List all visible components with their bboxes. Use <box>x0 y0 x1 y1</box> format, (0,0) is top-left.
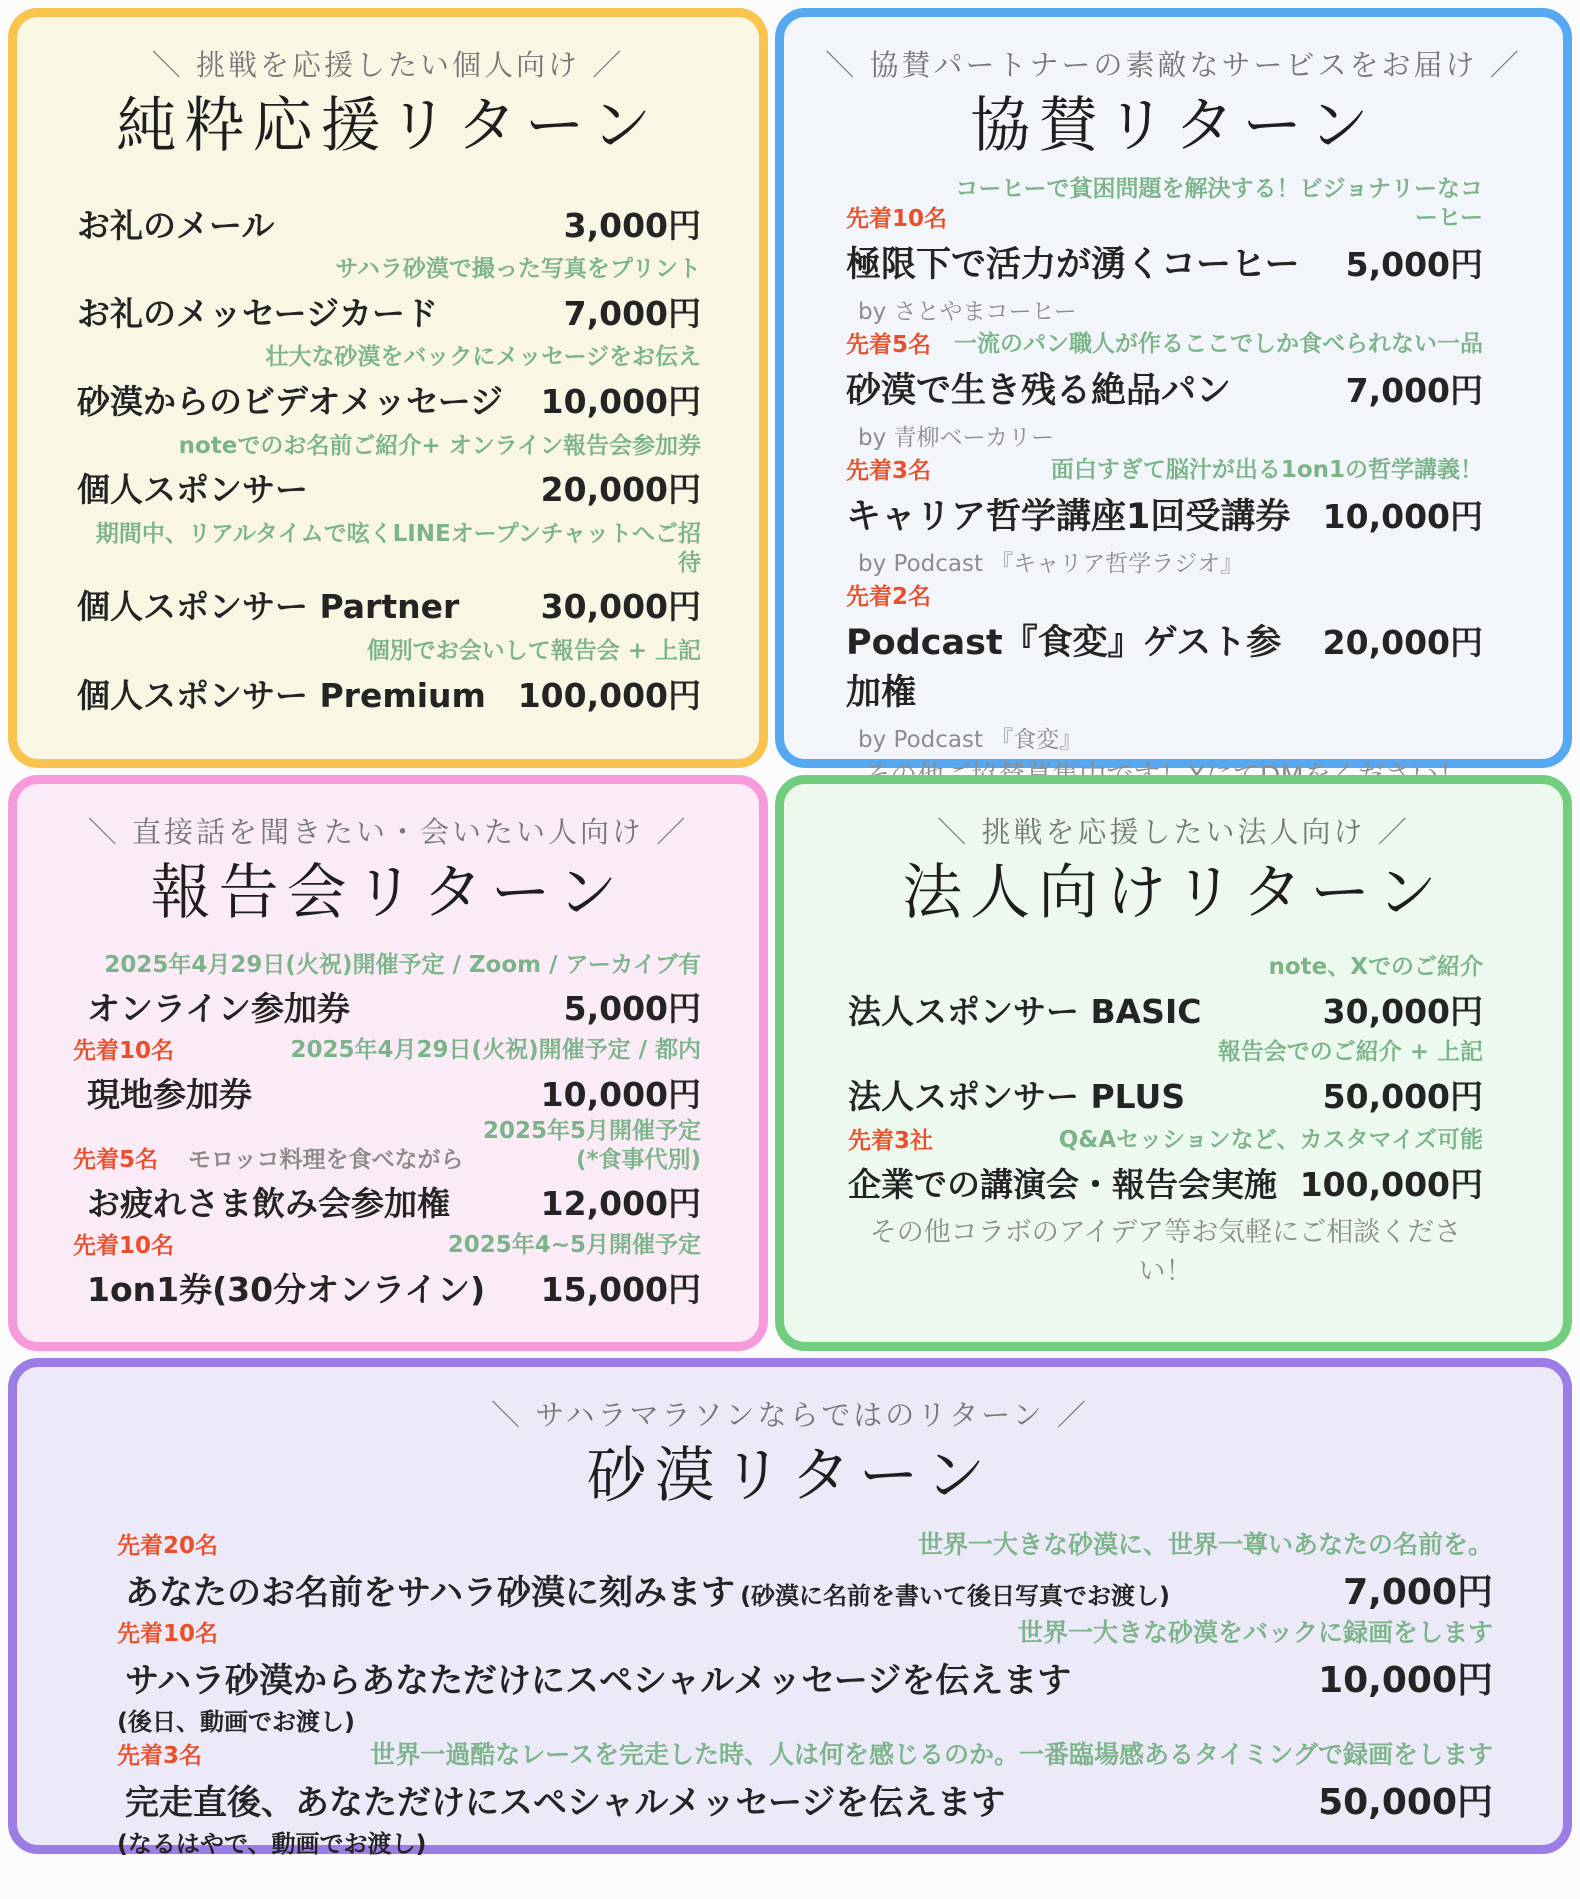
reward-list <box>784 161 1563 839</box>
panel-desert <box>8 1358 1572 1858</box>
reward-name: キャリア哲学講座1回受講券 <box>846 496 1291 537</box>
reward-row <box>77 343 701 423</box>
reward-name: サハラ砂漠からあなただけにスペシャルメッセージを伝えます <box>125 1661 1072 1701</box>
reward-note: 壮大な砂漠をバックにメッセージをお伝え <box>265 344 701 371</box>
reward-price: 5,000円 <box>563 989 701 1029</box>
reward-name: 極限下で活力が湧くコーヒー <box>846 244 1300 285</box>
panel-sponsor <box>775 8 1572 768</box>
reward-name: 1on1券(30分オンライン) <box>87 1269 486 1309</box>
reward-row <box>846 175 1483 326</box>
panel-title: 法人向けリターン <box>902 858 1445 928</box>
limit-badge: 先着5名 <box>846 331 932 358</box>
reward-sub-note: (砂漠に名前を書いて後日写真でお渡し) <box>740 1582 1170 1610</box>
reward-row <box>117 1737 1493 1859</box>
reward-name: 現地参加券 <box>87 1074 252 1114</box>
panel-title: 報告会リターン <box>150 858 626 928</box>
reward-row <box>77 520 701 629</box>
reward-row <box>73 949 701 1030</box>
reward-name: オンライン参加券 <box>87 989 351 1029</box>
reward-name: 個人スポンサー Premium <box>77 675 486 715</box>
reward-price: 7,000円 <box>1343 1572 1493 1613</box>
reward-note: 期間中、リアルタイムで呟くLINEオープンチャットへご招待 <box>95 520 701 576</box>
reward-name: Podcast『食変』ゲスト参加権 <box>846 622 1282 713</box>
reward-note: 面白すぎて脳汁が出る1on1の哲学講義！ <box>1050 456 1483 483</box>
reward-price: 15,000円 <box>540 1269 701 1309</box>
reward-row <box>846 452 1483 578</box>
reward-name: 砂漠で生き残る絶品パン <box>846 370 1232 411</box>
reward-note: 世界一大きな砂漠をバックに録画をします <box>1017 1617 1493 1647</box>
reward-name: お礼のメール <box>77 205 275 245</box>
reward-name: 個人スポンサー Partner <box>77 587 460 627</box>
reward-sub-note: (後日、動画でお渡し) <box>117 1708 355 1736</box>
reward-row <box>846 578 1483 754</box>
reward-name: 法人スポンサー BASIC <box>848 992 1202 1031</box>
reward-note: Q&Aセッションなど、カスタマイズ可能 <box>1058 1127 1483 1154</box>
reward-name: 企業での講演会・報告会実施 <box>848 1165 1277 1204</box>
limit-badge: 先着3名 <box>846 457 932 484</box>
reward-note: 世界一大きな砂漠に、世界一尊いあなたの名前を。 <box>917 1529 1493 1559</box>
reward-note: 個別でお会いして報告会 + 上記 <box>366 637 701 664</box>
reward-price: 10,000円 <box>1322 496 1483 536</box>
reward-name: お疲れさま飲み会参加権 <box>87 1184 450 1224</box>
reward-row <box>117 1615 1493 1737</box>
limit-badge: 先着10名 <box>73 1037 175 1064</box>
reward-extra-note: モロッコ料理を食べながら <box>188 1147 464 1174</box>
limit-badge: 先着2名 <box>846 583 932 610</box>
reward-price: 100,000円 <box>1299 1165 1483 1204</box>
limit-badge: 先着5名 <box>73 1147 159 1174</box>
reward-name: 個人スポンサー <box>77 470 308 510</box>
reward-row <box>73 1117 701 1226</box>
reward-note: コーヒーで貧困問題を解決する！ビジョナリーなコーヒー <box>955 176 1483 231</box>
reward-list <box>784 928 1563 1342</box>
reward-price: 3,000円 <box>563 205 701 245</box>
panel-corporate <box>775 775 1572 1351</box>
reward-list <box>17 161 759 759</box>
reward-price: 30,000円 <box>1322 992 1483 1031</box>
reward-note: noteでのお名前ご紹介+ オンライン報告会参加券 <box>178 432 701 459</box>
reward-note: 世界一過酷なレースを完走した時、人は何を感じるのか。一番臨場感あるタイミングで録画をします <box>370 1739 1493 1769</box>
provider-byline: by Podcast 『キャリア哲学ラジオ』 <box>858 550 1244 577</box>
reward-price: 100,000円 <box>517 675 701 715</box>
reward-price: 50,000円 <box>1322 1077 1483 1116</box>
limit-badge: 先着3名 <box>117 1743 203 1769</box>
reward-note: 2025年4月29日(火祝)開催予定 / Zoom / アーカイブ有 <box>104 951 701 978</box>
panel-tagline: ＼ 挑戦を応援したい法人向け ／ <box>937 815 1410 849</box>
panel-tagline: ＼ 挑戦を応援したい個人向け ／ <box>151 48 625 82</box>
reward-row <box>73 1227 701 1311</box>
reward-list <box>17 1511 1563 1899</box>
panel-tagline: ＼ サハラマラソンならではのリターン ／ <box>491 1398 1089 1432</box>
reward-row <box>117 1527 1493 1615</box>
reward-note: note、Xでのご紹介 <box>1268 954 1483 981</box>
panel-title: 協賛リターン <box>970 91 1377 161</box>
reward-name: お礼のメッセージカード <box>77 293 439 333</box>
reward-row <box>77 432 701 512</box>
limit-badge: 先着10名 <box>117 1621 219 1647</box>
limit-badge: 先着20名 <box>117 1533 219 1559</box>
reward-note: サハラ砂漠で撮った写真をプリント <box>335 256 701 282</box>
reward-note: 2025年4月29日(火祝)開催予定 / 都内 <box>290 1036 701 1063</box>
reward-row <box>848 1037 1483 1118</box>
panel-title: 砂漠リターン <box>586 1441 994 1511</box>
reward-note: 報告会でのご紹介 + 上記 <box>1217 1039 1483 1066</box>
provider-byline: by Podcast 『食変』 <box>858 726 1083 753</box>
reward-price: 10,000円 <box>540 382 701 421</box>
reward-name: 砂漠からのビデオメッセージ <box>77 382 504 421</box>
middle-row <box>8 775 1572 1351</box>
reward-price: 20,000円 <box>1322 622 1483 662</box>
reward-price: 50,000円 <box>1318 1782 1493 1823</box>
provider-byline: by 青柳ベーカリー <box>858 424 1055 451</box>
reward-price: 10,000円 <box>1318 1660 1493 1701</box>
limit-badge: 先着10名 <box>846 205 948 232</box>
reward-row <box>77 255 701 335</box>
reward-price: 20,000円 <box>540 470 701 510</box>
panel-tagline: ＼ 直接話を聞きたい・会いたい人向け ／ <box>87 815 689 849</box>
limit-badge: 先着3社 <box>848 1128 934 1154</box>
top-row <box>8 8 1572 768</box>
reward-price: 5,000円 <box>1345 244 1483 284</box>
panel-pure-support <box>8 8 768 768</box>
reward-price: 7,000円 <box>1345 370 1483 410</box>
panel-report-meeting <box>8 775 768 1351</box>
reward-note: 2025年4~5月開催予定 <box>447 1231 701 1258</box>
panel-tagline: ＼ 協賛パートナーの素敵なサービスをお届け ／ <box>825 48 1522 82</box>
bottom-row <box>8 1358 1572 1858</box>
reward-price: 10,000円 <box>540 1074 701 1114</box>
reward-row <box>848 1122 1483 1206</box>
reward-row <box>77 637 701 717</box>
reward-price: 12,000円 <box>540 1184 701 1224</box>
reward-name: あなたのお名前をサハラ砂漠に刻みます <box>125 1573 735 1613</box>
reward-row <box>846 326 1483 452</box>
reward-note: 2025年5月開催予定(*食事代別) <box>482 1117 701 1173</box>
reward-row <box>848 952 1483 1033</box>
panel-footer-note: その他コラボのアイデア等お気軽にご相談ください！ <box>869 1217 1462 1287</box>
reward-row <box>73 1032 701 1116</box>
reward-price: 7,000円 <box>563 293 701 333</box>
reward-note: 一流のパン職人が作るここでしか食べられない一品 <box>954 330 1483 357</box>
provider-byline: by さとやまコーヒー <box>858 298 1077 325</box>
limit-badge: 先着10名 <box>73 1232 175 1259</box>
reward-sub-note: (なるはやで、動画でお渡し) <box>117 1830 427 1858</box>
reward-name: 完走直後、あなただけにスペシャルメッセージを伝えます <box>125 1783 1006 1823</box>
reward-list <box>17 928 759 1342</box>
reward-price: 30,000円 <box>540 587 701 627</box>
panel-title: 純粋応援リターン <box>116 91 660 161</box>
reward-row <box>77 196 701 247</box>
reward-name: 法人スポンサー PLUS <box>848 1077 1186 1116</box>
